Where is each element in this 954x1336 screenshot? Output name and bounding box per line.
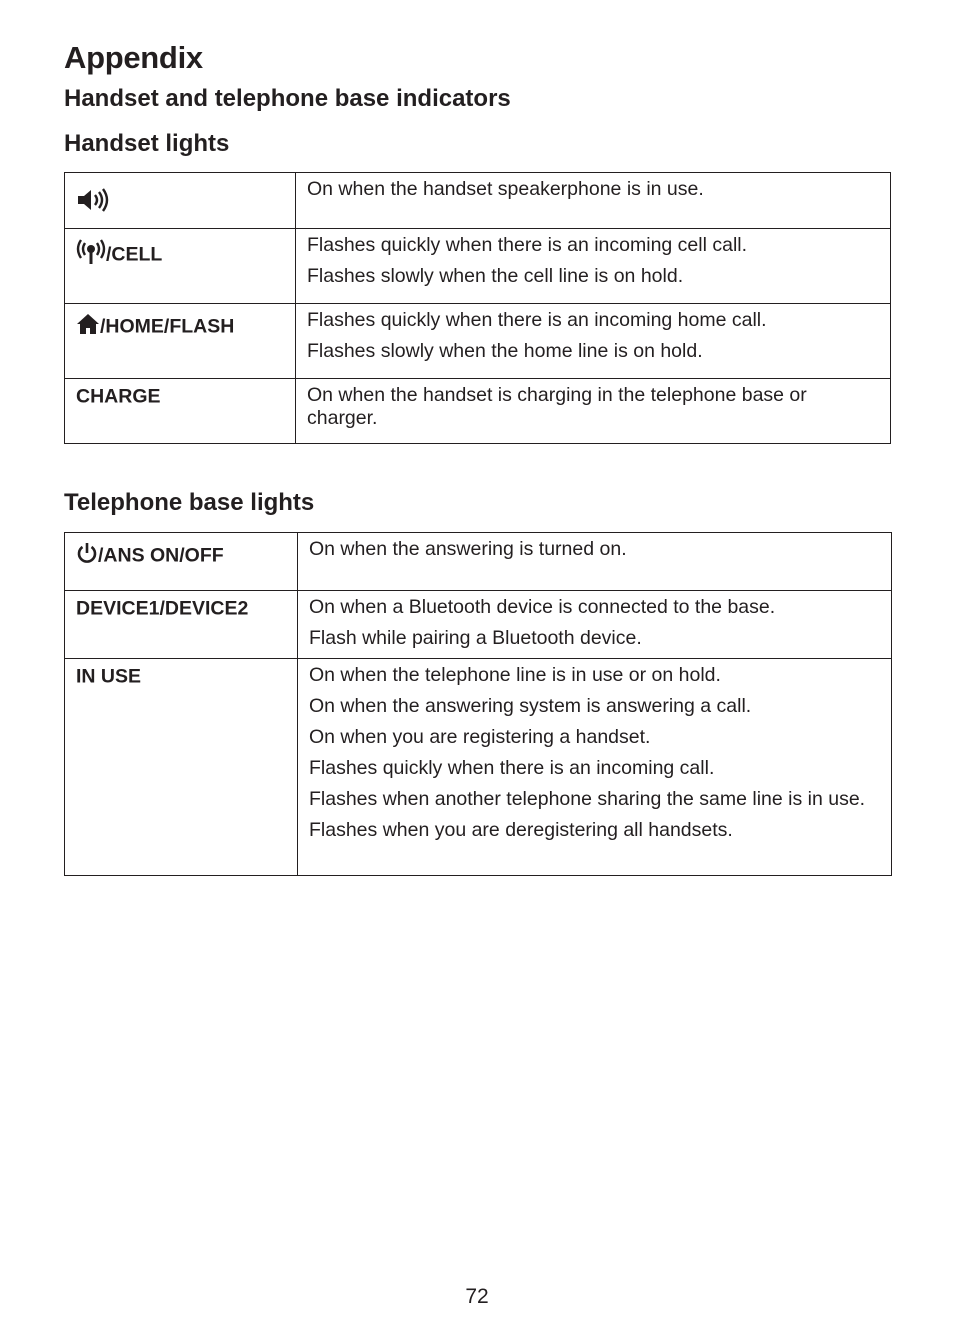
table-row [65,173,891,229]
description-line: Flashes slowly when the cell line is on hold. [307,265,684,287]
indicator-description-cell [296,304,891,379]
description-line: On when the telephone line is in use or on hold. [309,664,721,686]
indicator-description-cell [296,173,891,229]
table-row [65,229,891,304]
description-line: On when a Bluetooth device is connected to the base. [309,596,776,618]
indicator-label-cell [65,379,296,444]
section-heading: Handset and telephone base indicators [64,85,511,112]
table-row [65,659,892,876]
indicator-description-cell [298,659,892,876]
table-row [65,533,892,591]
indicator-description-cell [298,591,892,659]
description-line: Flashes slowly when the home line is on hold. [307,340,703,362]
indicator-label: CHARGE [76,385,161,408]
description-line: Flashes when another telephone sharing the same line is in use. [309,788,866,810]
indicator-label: IN USE [76,665,142,688]
description-line: On when the handset speakerphone is in use. [307,178,704,200]
table-row [65,379,891,444]
indicator-label: DEVICE1/DEVICE2 [76,597,249,620]
table-row [65,591,892,659]
description-line: Flashes quickly when there is an incoming call. [309,757,715,779]
cell-antenna-icon [76,238,106,272]
indicator-description-cell [298,533,892,591]
description-line: Flashes quickly when there is an incoming cell call. [307,234,748,256]
description-line: Flash while pairing a Bluetooth device. [309,627,642,649]
description-line: On when the handset is charging in the telephone base or charger. [307,384,807,429]
indicator-description-cell [296,229,891,304]
description-line: On when you are registering a handset. [309,726,651,748]
base-lights-table [64,532,892,876]
speaker-icon [76,187,110,219]
indicator-label: /CELL [106,243,163,266]
indicator-label-cell [65,591,298,659]
indicator-label-cell [65,229,296,304]
handset-lights-heading: Handset lights [64,130,230,157]
description-line: Flashes quickly when there is an incoming home call. [307,309,767,331]
page-title: Appendix [64,40,203,75]
description-line: On when the answering system is answering a call. [309,695,752,717]
indicator-label: /ANS ON/OFF [98,544,224,567]
description-line: Flashes when you are deregistering all handsets. [309,819,733,841]
indicator-label: /HOME/FLASH [100,315,235,338]
indicator-label-cell [65,304,296,379]
indicator-label-cell [65,173,296,229]
home-icon [76,313,100,341]
power-icon [76,542,98,570]
indicator-description-cell [296,379,891,444]
indicator-label-cell [65,533,298,591]
description-line: On when the answering is turned on. [309,538,627,560]
indicator-label-cell [65,659,298,876]
table-row [65,304,891,379]
page-number: 72 [465,1285,489,1308]
base-lights-heading: Telephone base lights [64,489,315,516]
handset-lights-table [64,172,891,444]
